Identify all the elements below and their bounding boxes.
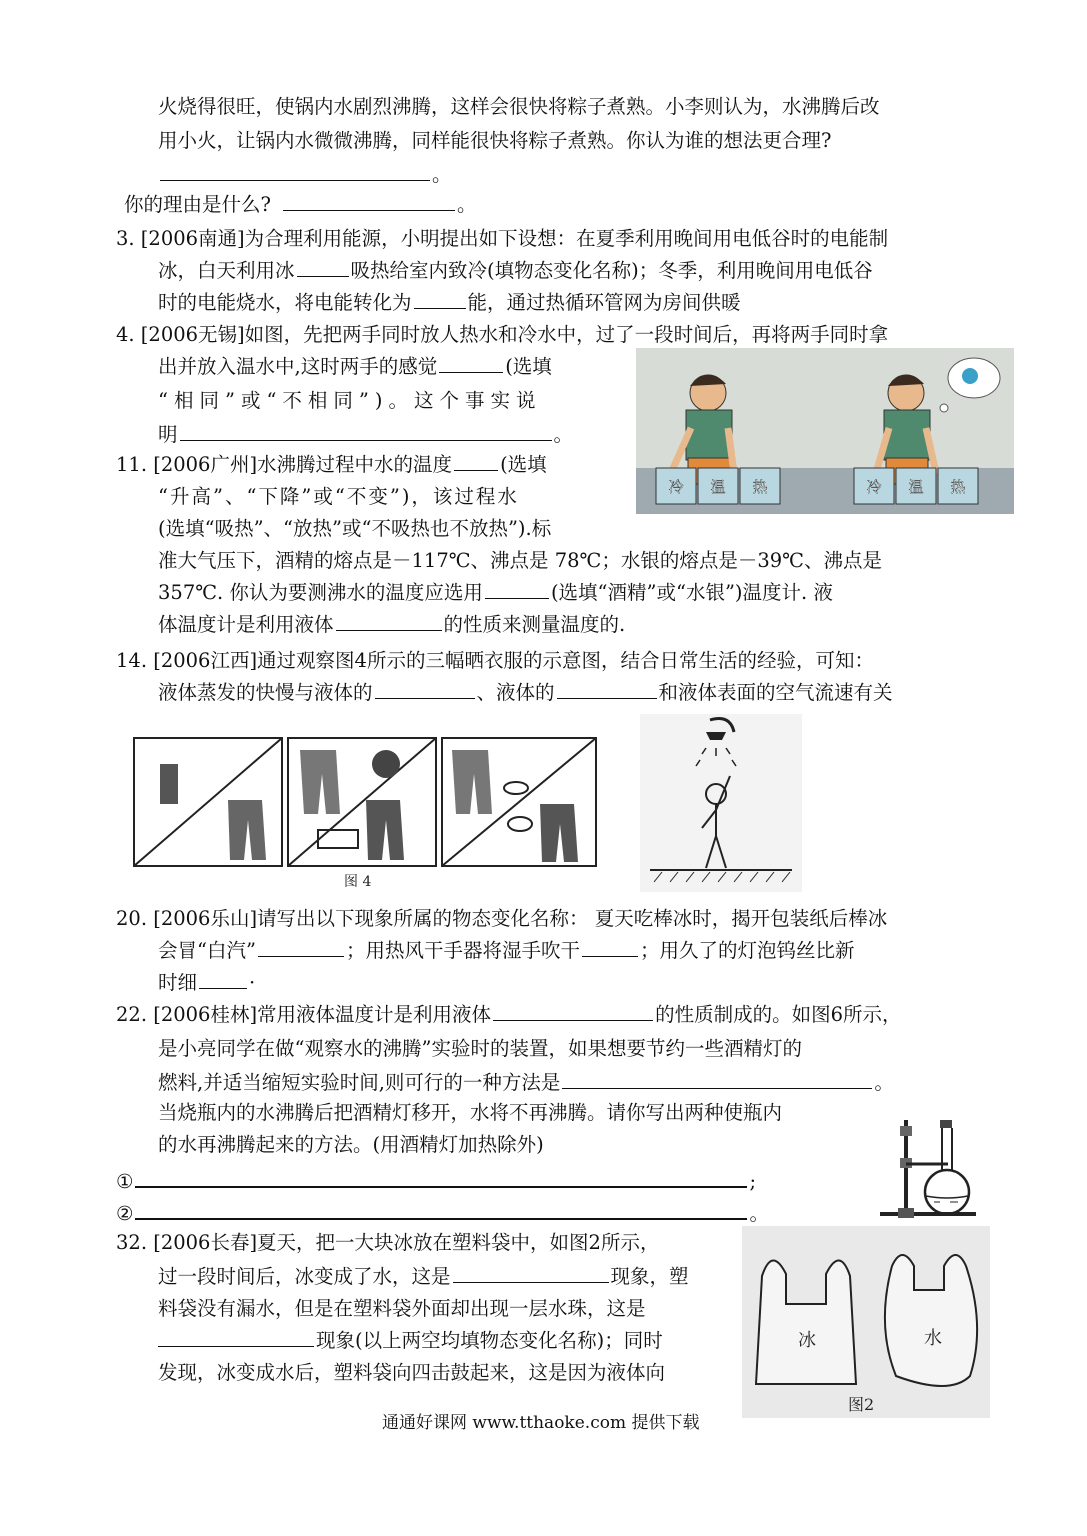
q3-line-2: 冰，白天利用冰 吸热给室内致冷(填物态变化名称)；冬季，利用晚间用电低谷: [158, 256, 873, 286]
wind-icon: [504, 782, 528, 794]
answer-blank[interactable]: [336, 610, 442, 631]
q2-line-3: 。: [158, 160, 452, 190]
shower-figure: [640, 714, 802, 892]
q2-line-1: 火烧得很旺，使锅内水剧烈沸腾，这样会很快将粽子煮熟。小李则认为，水沸腾后改: [158, 95, 880, 118]
answer-blank[interactable]: [283, 190, 455, 211]
q22-line-5: 的水再沸腾起来的方法。(用酒精灯加热除外): [158, 1133, 544, 1156]
q32-line-3: 料袋没有漏水，但是在塑料袋外面却出现一层水珠，这是: [158, 1297, 646, 1320]
ice-water-bags-figure: [742, 1226, 990, 1418]
q3-line-1: 3. [2006南通]为合理利用能源，小明提出如下设想：在夏季利用晚间用电低谷时的电能制: [116, 227, 889, 250]
q4-line-3: “相同”或“不相同”)。这个事实说: [158, 389, 542, 412]
page-footer: 通通好课网 www.tthaoke.com 提供下载: [382, 1413, 700, 1433]
tank-label: 热: [950, 478, 966, 496]
answer-blank[interactable]: [375, 678, 475, 699]
q14-line-2: 液体蒸发的快慢与液体的 、液体的 和液体表面的空气流速有关: [158, 678, 893, 708]
q11-line-5: 357℃. 你认为要测沸水的温度应选用 (选填“酒精”或“水银”)温度计. 液: [158, 578, 833, 608]
q14-line-1: 14. [2006江西]通过观察图4所示的三幅晒衣服的示意图，结合日常生活的经验，可知：: [116, 649, 874, 672]
q32-line-4: 现象(以上两空均填物态变化名称)；同时: [158, 1326, 663, 1356]
q4-line-2: 出并放入温水中,这时两手的感觉 (选填: [158, 352, 552, 382]
sun-icon: [372, 750, 400, 778]
flask-icon: [925, 1170, 969, 1214]
pants-icon: [228, 800, 266, 860]
figure-4-caption: 图 4: [344, 874, 372, 890]
answer-blank[interactable]: [582, 936, 638, 957]
answer-blank[interactable]: [258, 936, 344, 957]
answer-blank[interactable]: [158, 1326, 314, 1347]
answer-blank[interactable]: [453, 1262, 609, 1283]
q20-line-3: 时细 ·: [158, 968, 255, 998]
q32-line-2: 过一段时间后，冰变成了水，这是 现象，塑: [158, 1262, 689, 1292]
q2-line-2: 用小火，让锅内水微微沸腾，同样能很快将粽子煮熟。你认为谁的想法更合理?: [158, 129, 832, 152]
q4-line-1: 4. [2006无锡]如图，先把两手同时放人热水和冷水中，过了一段时间后，再将两手同时拿: [116, 323, 889, 346]
figure-2-caption: 图2: [848, 1395, 875, 1414]
clothes-drying-figure: [128, 734, 602, 892]
q22-line-4: 当烧瓶内的水沸腾后把酒精灯移开，水将不再沸腾。请你写出两种使瓶内: [158, 1101, 783, 1124]
tank-label: 温: [908, 478, 924, 496]
folded-cloth-icon: [160, 764, 178, 804]
q22-line-1: 22. [2006桂林]常用液体温度计是利用液体 的性质制成的。如图6所示，: [116, 1000, 901, 1030]
clamp-icon: [900, 1126, 912, 1136]
q20-line-2: 会冒“白汽” ；用热风干手器将湿手吹干 ；用久了的灯泡钨丝比新: [158, 936, 854, 966]
q22-line-6: ① ;: [116, 1166, 756, 1197]
q11-line-1: 11. [2006广州]水沸腾过程中水的温度 (选填: [116, 450, 547, 480]
q11-line-2: “升高”、“下降”或“不变”)，该过程水: [158, 485, 519, 508]
q11-line-6: 体温度计是利用液体 的性质来测量温度的.: [158, 610, 625, 640]
answer-blank[interactable]: [562, 1068, 872, 1089]
q4-line-4: 明 。: [158, 420, 573, 450]
answer-blank[interactable]: [414, 288, 466, 309]
cloud-icon: [508, 817, 532, 831]
tank-label: 冷: [668, 478, 684, 496]
answer-blank[interactable]: [297, 256, 349, 277]
tank-label: 热: [752, 478, 768, 496]
answer-blank[interactable]: [485, 578, 549, 599]
water-label: 水: [924, 1328, 942, 1349]
tank-label: 温: [710, 478, 726, 496]
ice-label: 冰: [798, 1330, 816, 1351]
q11-line-3: (选填“吸热”、“放热”或“不吸热也不放热”).标: [158, 517, 552, 540]
answer-blank[interactable]: [180, 420, 552, 441]
q32-line-5: 发现，冰变成水后，塑料袋向四击鼓起来，这是因为液体向: [158, 1361, 666, 1384]
answer-blank[interactable]: [454, 450, 498, 471]
tank-label: 冷: [866, 478, 882, 496]
answer-blank[interactable]: [493, 1000, 653, 1021]
answer-blank[interactable]: [199, 968, 247, 989]
q2-line-4: 你的理由是什么? 。: [124, 190, 476, 220]
boiling-flask-figure: [876, 1114, 980, 1226]
q11-line-4: 准大气压下，酒精的熔点是－117℃、沸点是 78℃；水银的熔点是－39℃、沸点是: [158, 549, 882, 572]
answer-blank[interactable]: [135, 1166, 747, 1188]
answer-blank[interactable]: [135, 1198, 747, 1220]
table-icon: [318, 830, 358, 848]
pants-icon: [540, 804, 578, 862]
answer-blank[interactable]: [557, 678, 657, 699]
q22-line-7: ② 。: [116, 1198, 769, 1229]
hands-in-water-figure: [636, 348, 1014, 514]
answer-blank[interactable]: [439, 352, 503, 373]
q22-line-2: 是小亮同学在做“观察水的沸腾”实验时的装置，如果想要节约一些酒精灯的: [158, 1037, 802, 1060]
q3-line-3: 时的电能烧水，将电能转化为 能，通过热循环管网为房间供暖: [158, 288, 741, 318]
q22-line-3: 燃料,并适当缩短实验时间,则可行的一种方法是 。: [158, 1068, 894, 1098]
pants-icon: [452, 750, 492, 814]
q32-line-1: 32. [2006长春]夏天，把一大块冰放在塑料袋中，如图2所示，: [116, 1231, 660, 1254]
q20-line-1: 20. [2006乐山]请写出以下现象所属的物态变化名称： 夏天吃棒冰时，揭开包装纸后棒冰: [116, 907, 888, 930]
pants-icon: [300, 750, 340, 814]
pants-icon: [366, 800, 404, 860]
answer-blank[interactable]: [160, 160, 430, 181]
